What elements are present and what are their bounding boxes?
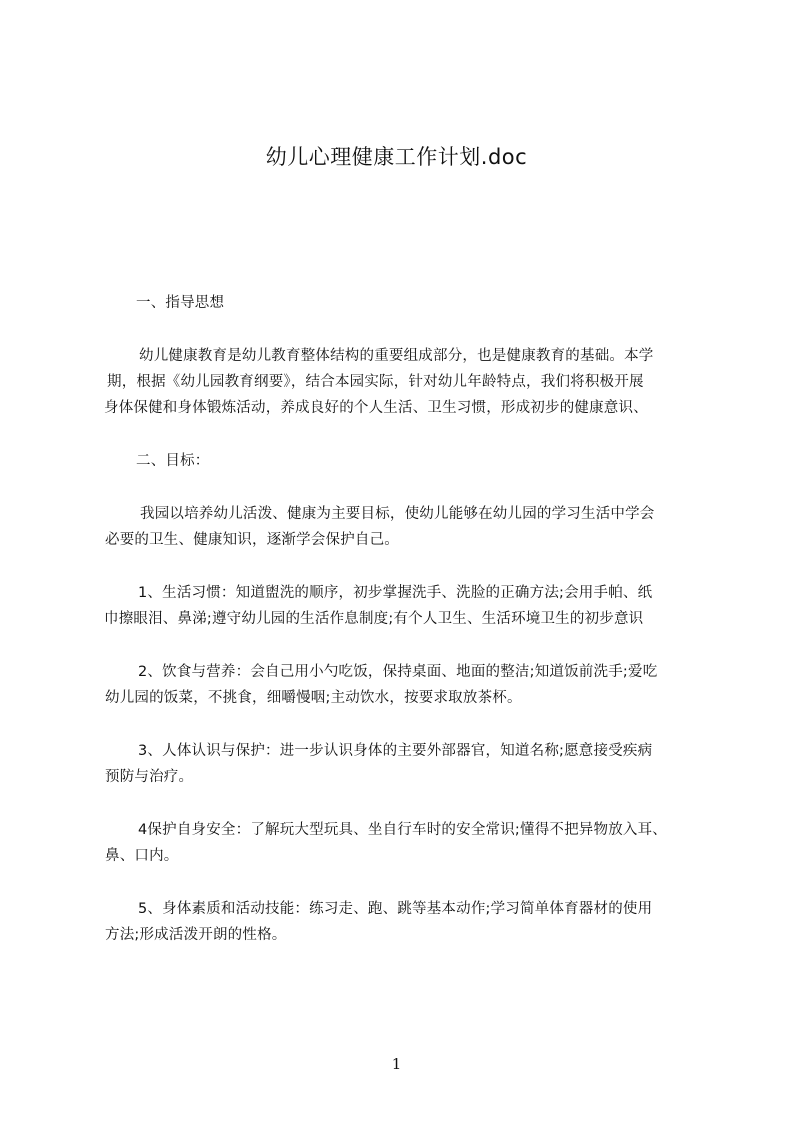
paragraph-line: 幼儿园的饭菜，不挑食，细嚼慢咽;主动饮水，按要求取放茶杯。 [105,690,522,706]
paragraph-line: 预防与治疗。 [105,769,194,785]
paragraph-line: 幼儿健康教育是幼儿教育整体结构的重要组成部分，也是健康教育的基础。本学 [139,348,654,364]
section-heading-guiding-thought: 一、指导思想 [136,295,225,311]
paragraph-line: 鼻、口内。 [105,848,179,864]
page-number: 1 [391,1055,402,1073]
paragraph-line: 2、饮食与营养：会自己用小勺吃饭，保持桌面、地面的整洁;知道饭前洗手;爱吃 [138,664,658,680]
paragraph-line: 4保护自身安全：了解玩大型玩具、坐自行车时的安全常识;懂得不把异物放入耳、 [138,822,668,838]
paragraph-line: 期，根据《幼儿园教育纲要》，结合本园实际，针对幼儿年龄特点，我们将积极开展 [107,374,644,390]
section-heading-goals: 二、目标： [136,453,210,469]
paragraph-line: 巾擦眼泪、鼻涕;遵守幼儿园的生活作息制度;有个人卫生、生活环境卫生的初步意识 [104,611,644,627]
document-title: 幼儿心理健康工作计划.doc [265,145,528,169]
paragraph-line: 方法;形成活泼开朗的性格。 [105,927,287,943]
paragraph-line: 身体保健和身体锻炼活动，养成良好的个人生活、卫生习惯，形成初步的健康意识、 [104,400,648,416]
paragraph-line: 5、身体素质和活动技能：练习走、跑、跳等基本动作;学习简单体育器材的使用 [138,901,653,917]
paragraph-line: 必要的卫生、健康知识，逐渐学会保护自己。 [105,532,399,548]
paragraph-line: 我园以培养幼儿活泼、健康为主要目标，使幼儿能够在幼儿园的学习生活中学会 [140,506,655,522]
paragraph-line: 1、生活习惯：知道盥洗的顺序，初步掌握洗手、洗脸的正确方法;会用手帕、纸 [138,585,653,601]
paragraph-line: 3、人体认识与保护：进一步认识身体的主要外部器官，知道名称;愿意接受疾病 [138,743,653,759]
